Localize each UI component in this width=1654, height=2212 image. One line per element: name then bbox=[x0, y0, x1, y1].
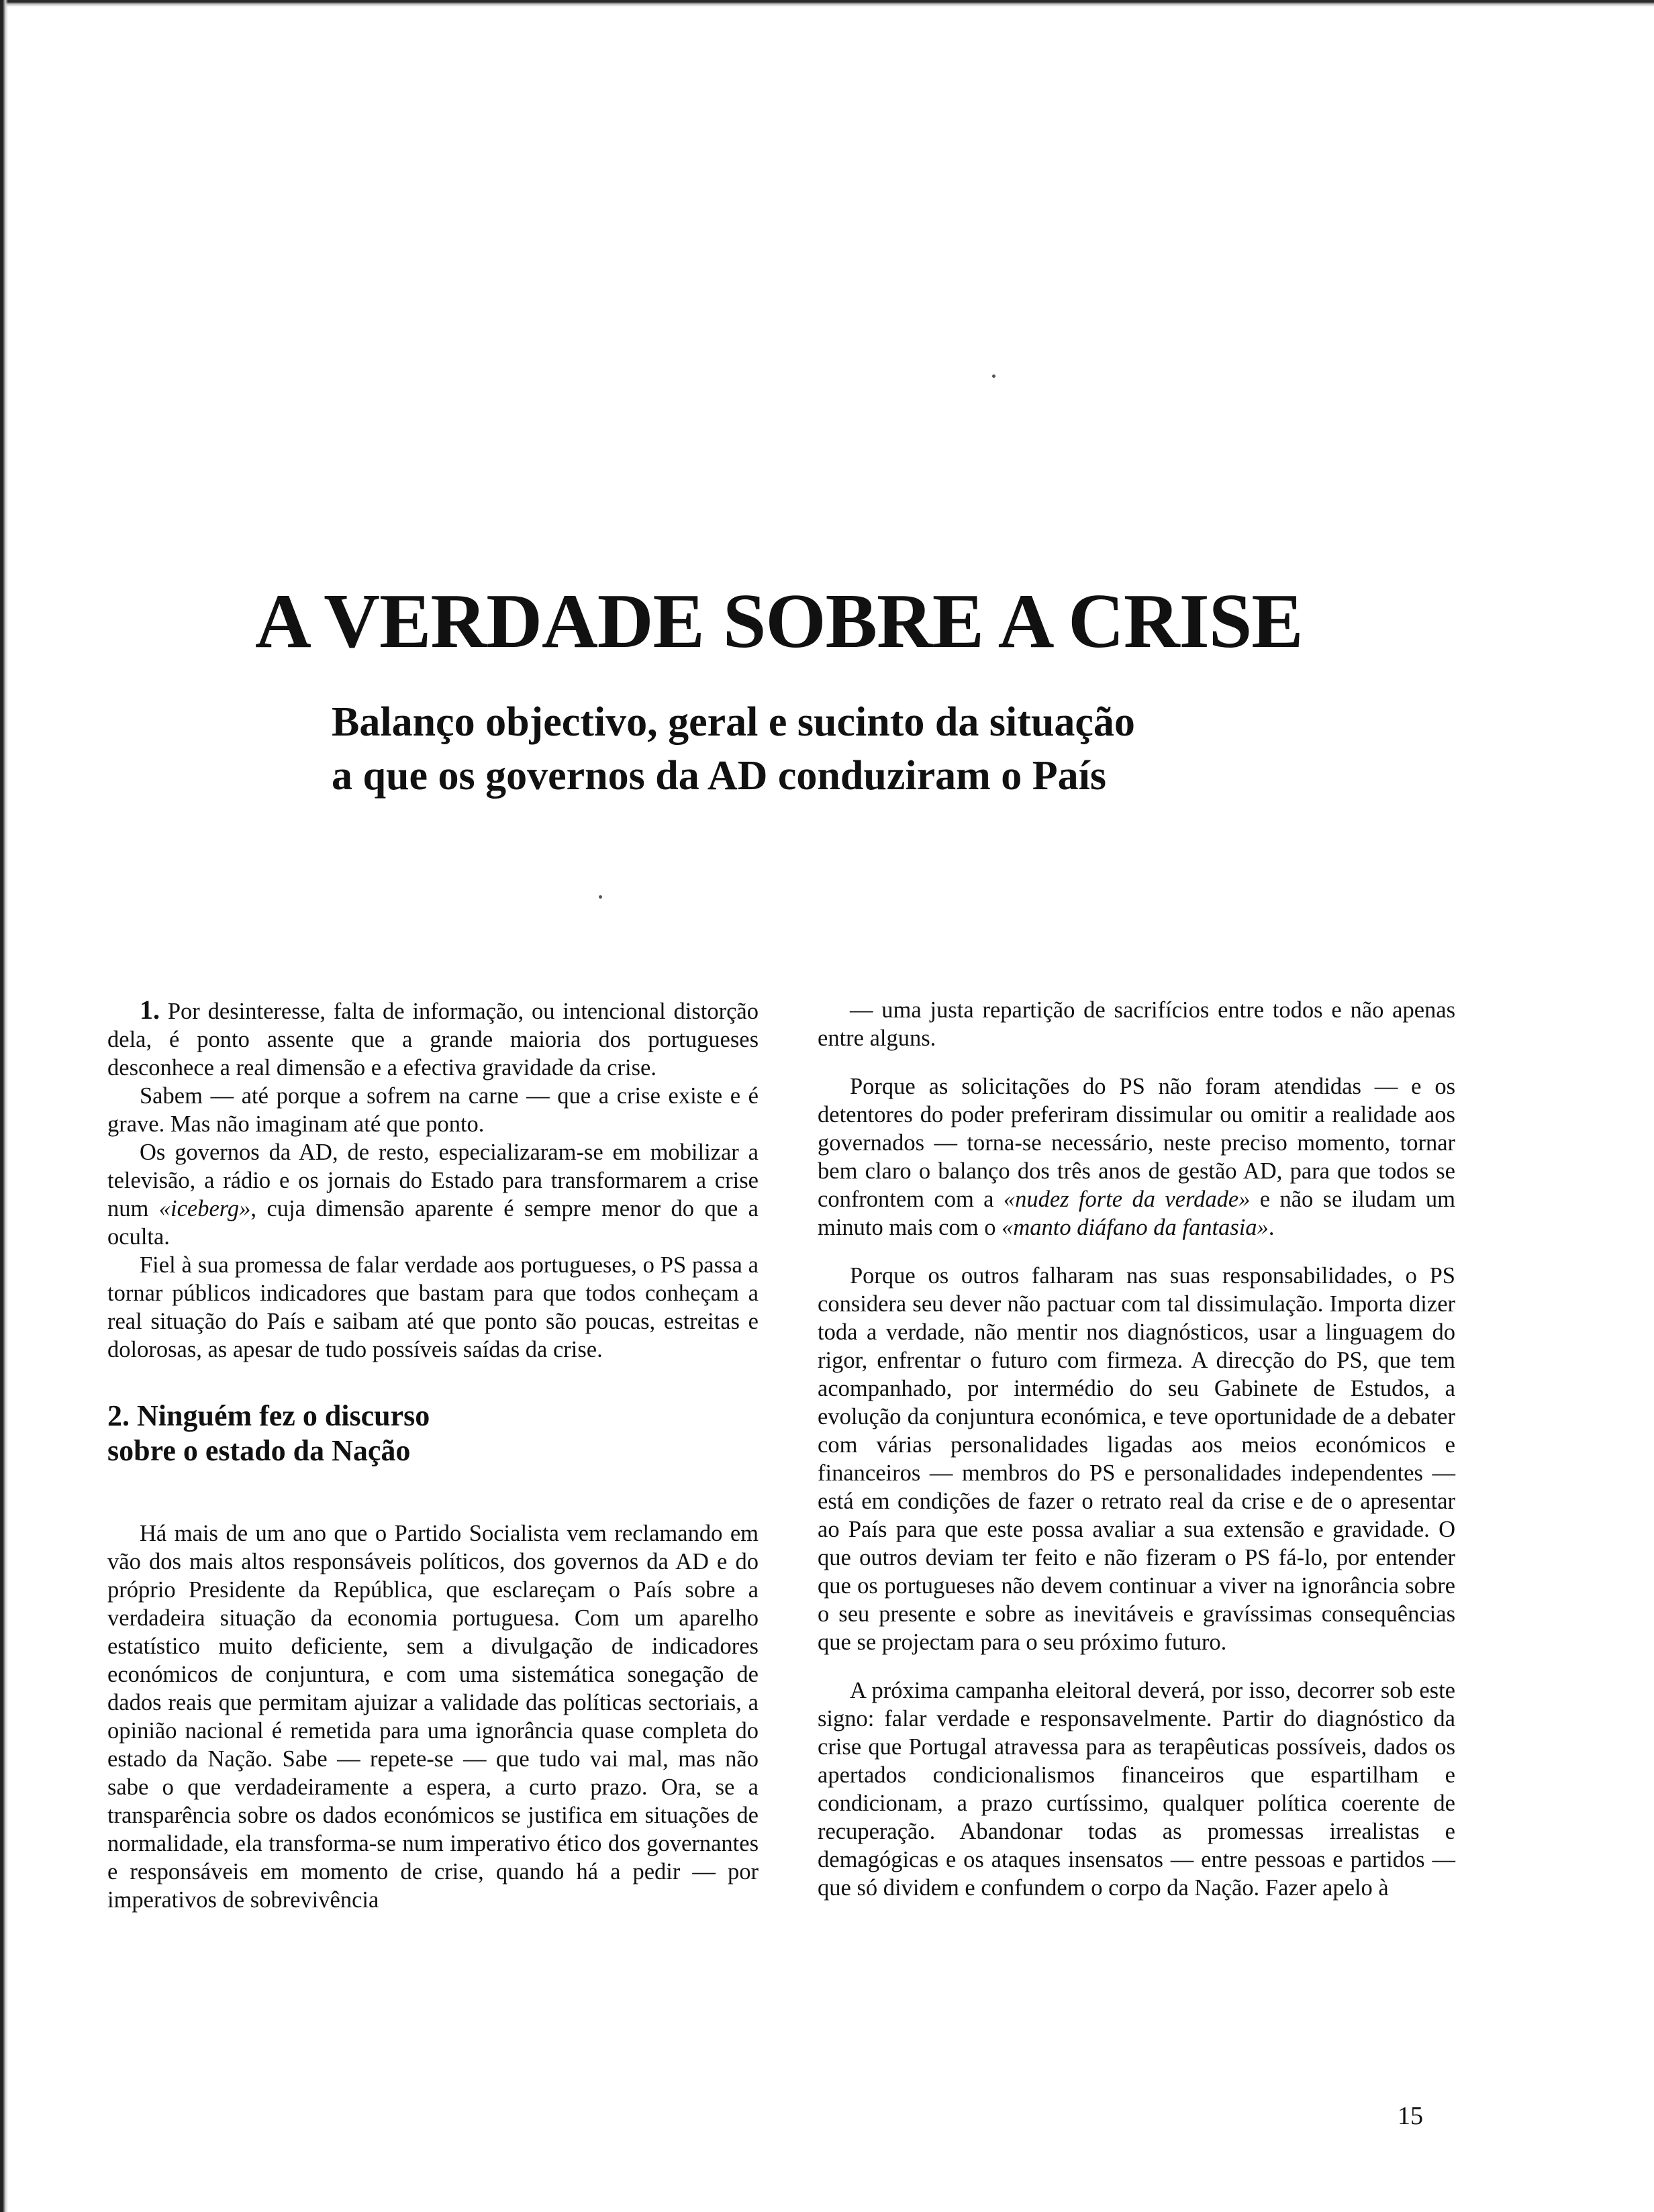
paragraph: Sabem — até porque a sofrem na carne — que a crise existe e é grave. Mas não imaginam até que ponto. bbox=[107, 1083, 759, 1137]
page-number: 15 bbox=[1398, 2102, 1423, 2130]
scan-top-edge bbox=[0, 0, 1654, 7]
emphasis-text: «iceberg» bbox=[158, 1196, 251, 1221]
paragraph: — uma justa repartição de sacrifícios entre todos e não apenas entre alguns. bbox=[818, 997, 1455, 1051]
paragraph bbox=[107, 996, 759, 1082]
subtitle-line-2: a que os governos da AD conduziram o País bbox=[332, 753, 1106, 799]
scan-speck bbox=[599, 895, 602, 899]
paragraph: Fiel à sua promessa de falar verdade aos portugueses, o PS passa a tornar públicos indicadores que bastam para que todos conheçam a real situação do País e saibam até que ponto são poucas, estreitas e dolorosas, as apesar de tudo possíveis saídas da crise. bbox=[107, 1252, 759, 1362]
section-heading bbox=[107, 1399, 759, 1468]
paragraph-text: Porque as solicitações do PS não foram atendidas — e os detentores do poder preferiram dissimular ou omitir a realidade aos governados — torna-se necessário, neste preciso momento, tornar bem claro o balanço dos três anos de gestão AD, para que todos se confrontem com a bbox=[818, 1074, 1455, 1212]
section-number: 1. bbox=[140, 995, 160, 1025]
paragraph-text: , cuja dimensão aparente é sempre menor do que a oculta. bbox=[107, 1196, 759, 1250]
subtitle-line-1: Balanço objectivo, geral e sucinto da situação bbox=[332, 699, 1135, 745]
paragraph-text: e não se iludam um minuto mais com o bbox=[818, 1187, 1455, 1240]
scan-left-edge bbox=[0, 0, 8, 2212]
paragraph bbox=[818, 1072, 1455, 1242]
emphasis-text: «manto diáfano da fantasia» bbox=[1002, 1215, 1269, 1240]
emphasis-text: «nudez forte da verdade» bbox=[1003, 1187, 1251, 1212]
scan-speck bbox=[992, 374, 995, 378]
article-subtitle bbox=[332, 695, 1339, 803]
paragraph-text: Os governos da AD, de resto, especializaram-se em mobilizar a televisão, a rádio e os jornais do Estado para transformarem a crise num bbox=[107, 1140, 759, 1221]
right-column bbox=[818, 996, 1455, 1902]
section-heading-line-1: 2. Ninguém fez o discurso bbox=[107, 1399, 430, 1432]
left-column bbox=[107, 996, 759, 1914]
paragraph: Porque os outros falharam nas suas responsabilidades, o PS considera seu dever não pactuar com tal dissimulação. Importa dizer toda a verdade, não mentir nos diagnósticos, usar a linguagem do rigor, enfrentar o futuro com firmeza. A direcção do PS, que tem acompanhado, por intermédio do seu Gabinete de Estudos, a evolução da conjuntura económica, e teve oportunidade de a debater com várias personalidades ligadas aos meios económicos e financeiros — membros do PS e personalidades independentes — está em condições de fazer o retrato real da crise e de o apresentar ao País para que este possa avaliar a sua extensão e gravidade. O que outros deviam ter feito e não fizeram o PS fá-lo, por entender que os portugueses não devem continuar a viver na ignorância sobre o seu presente e sobre as inevitáveis e gravíssimas consequências que se projectam para o seu próximo futuro. bbox=[818, 1263, 1455, 1655]
paragraph: Há mais de um ano que o Partido Socialista vem reclamando em vão dos mais altos responsáveis políticos, dos governos da AD e do próprio Presidente da República, que esclareçam o País sobre a verdadeira situação da economia portuguesa. Com um aparelho estatístico muito deficiente, sem a divulgação de indicadores económicos de conjuntura, e com uma sistemática sonegação de dados reais que permitam ajuizar a validade das políticas sectoriais, a opinião nacional é remetida para uma ignorância quase completa do estado da Nação. Sabe — repete-se — que tudo vai mal, mas não sabe o que verdadeiramente a espera, a curto prazo. Ora, se a transparência sobre os dados económicos se justifica em situações de normalidade, ela transforma-se num imperativo ético dos governantes e responsáveis em momento de crise, quando há a pedir — por imperativos de sobrevivência bbox=[107, 1521, 759, 1913]
paragraph-text: . bbox=[1268, 1215, 1275, 1240]
paragraph: A próxima campanha eleitoral deverá, por isso, decorrer sob este signo: falar verdade e responsavelmente. Partir do diagnóstico da crise que Portugal atravessa para as terapêuticas possíveis, dados os apertados condicionalismos financeiros que espartilham e condicionam, a prazo curtíssimo, qualquer política coerente de recuperação. Abandonar todas as promessas irrealistas e demagógicas e os ataques insensatos — entre pessoas e partidos — que só dividem e confundem o corpo da Nação. Fazer apelo à bbox=[818, 1678, 1455, 1901]
article-title: A VERDADE SOBRE A CRISE bbox=[255, 579, 1303, 664]
section-heading-line-2: sobre o estado da Nação bbox=[107, 1434, 411, 1467]
paragraph-text: Por desinteresse, falta de informação, ou intencional distorção dela, é ponto assente que a grande maioria dos portugueses desconhece a real dimensão e a efectiva gravidade da crise. bbox=[107, 999, 759, 1080]
paragraph bbox=[107, 1138, 759, 1251]
